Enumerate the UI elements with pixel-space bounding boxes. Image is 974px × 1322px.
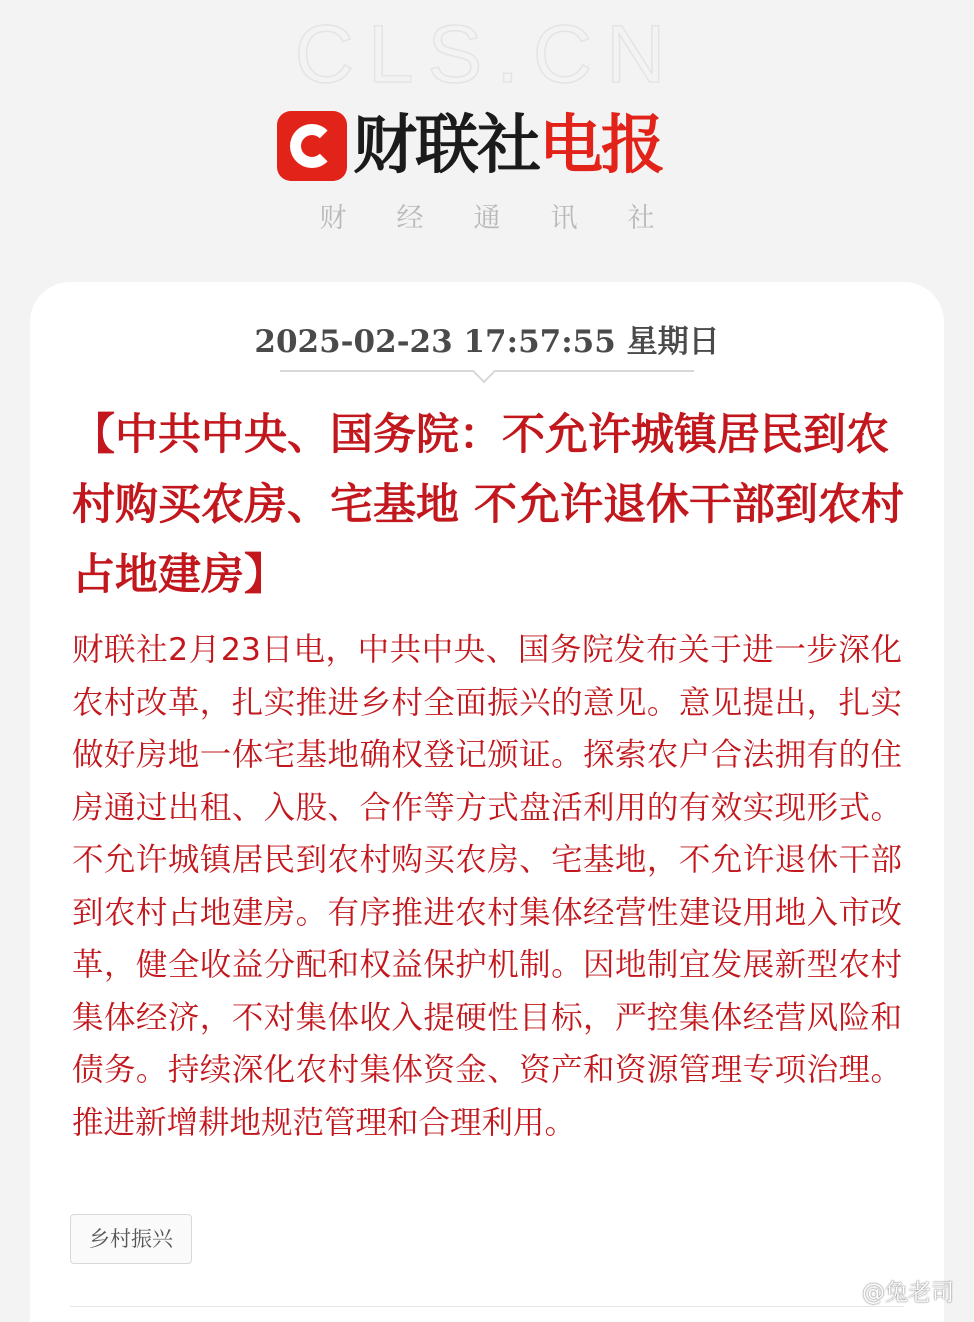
weibo-watermark — [822, 1272, 954, 1308]
topic-tag[interactable]: 乡村振兴 — [70, 1214, 192, 1264]
brand-name-accent: 电报 — [539, 109, 663, 183]
article-body: 财联社2月23日电，中共中央、国务院发布关于进一步深化农村改革，扎实推进乡村全面振兴的意见。意见提出，扎实做好房地一体宅基地确权登记颁证。探索农户合法拥有的住房通过出租、入股、合作等方式盘活利用的有效实现形式。不允许城镇居民到农村购买农房、宅基地，不允许退休干部到农村占地建房。有序推进农村集体经营性建设用地入市改革，健全收益分配和权益保护机制。因地制宜发展新型农村集体经济，不对集体收入提硬性目标，严控集体经营风险和债务。持续深化农村集体资金、资产和资源管理专项治理。推进新增耕地规范管理和合理利用。 — [72, 632, 902, 1141]
brand-name — [353, 108, 663, 184]
article-headline: 【中共中央、国务院：不允许城镇居民到农村购买农房、宅基地 不允许退休干部到农村占地建房】 — [72, 410, 904, 600]
card-bottom-divider — [70, 1306, 904, 1307]
watermark-handle: @兔老司 — [862, 1279, 954, 1306]
publish-datetime: 2025-02-23 17:57:55 星期日 — [254, 324, 720, 360]
brand-tagline: 财经通讯社 — [319, 203, 705, 234]
domain-watermark: CLS.CN — [294, 9, 680, 100]
brand-lockup — [277, 108, 663, 184]
cls-c-logo-icon — [277, 111, 347, 181]
weibo-icon — [822, 1278, 852, 1302]
brand-name-main: 财联社 — [353, 109, 539, 183]
